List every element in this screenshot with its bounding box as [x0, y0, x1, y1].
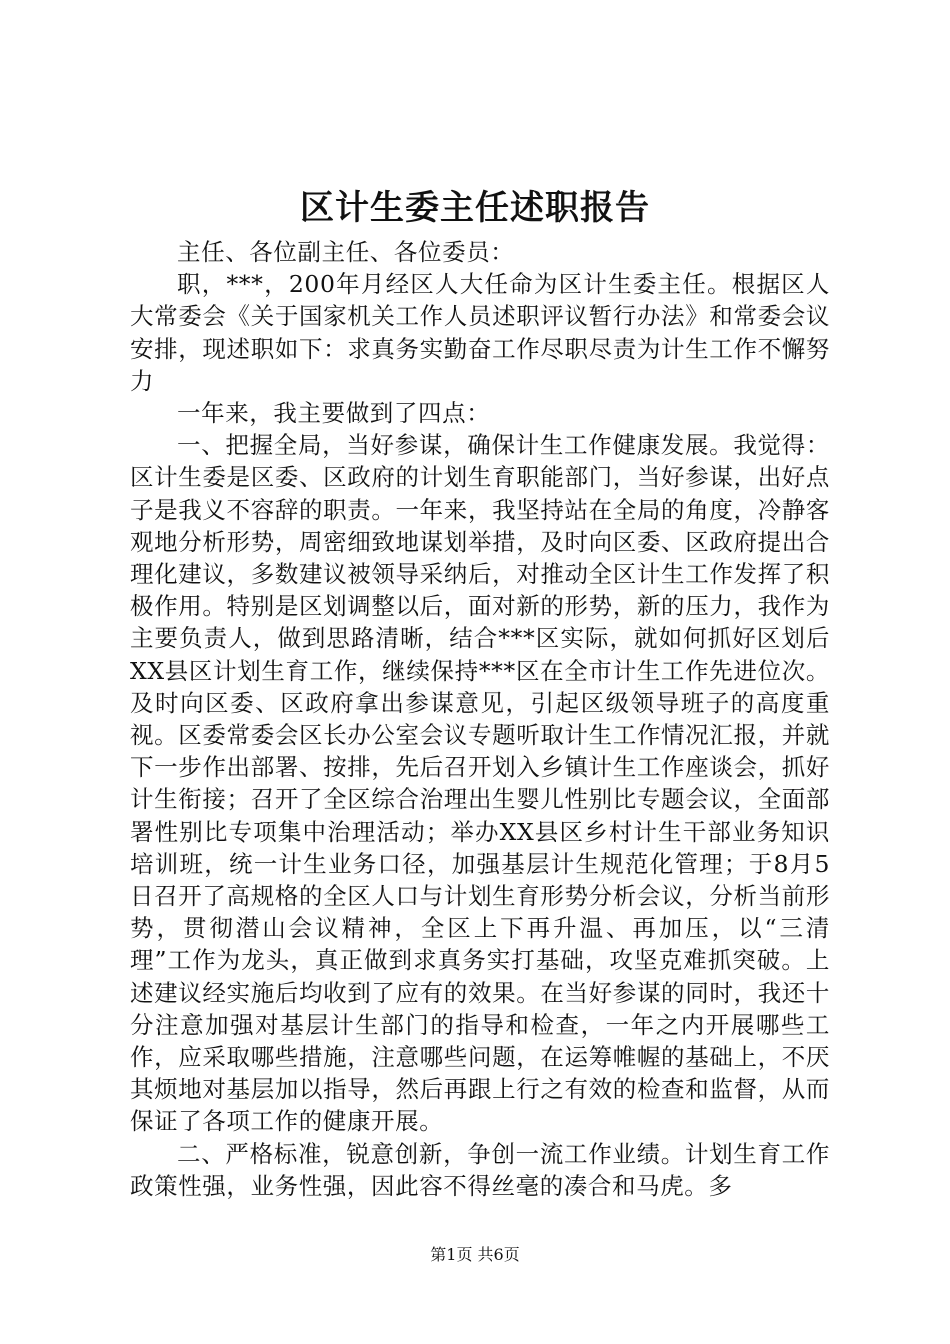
section-one-paragraph: 一、把握全局，当好参谋，确保计生工作健康发展。我觉得：区计生委是区委、区政府的计划生育职能部门，当好参谋，出好点子是我义不容辞的职责。一年来，我坚持站在全局的角度，冷静客观地分析形势，周密细致地谋划举措，及时向区委、区政府提出合理化建议，多数建议被领导采纳后，对推动全区计生工作发挥了积极作用。特别是区划调整以后，面对新的形势，新的压力，我作为主要负责人，做到思路清晰，结合***区实际，就如何抓好区划后XX县区计划生育工作，继续保持***区在全市计生工作先进位次。及时向区委、区政府拿出参谋意见，引起区级领导班子的高度重视。区委常委会区长办公室会议专题听取计生工作情况汇报，并就下一步作出部署、按排，先后召开划入乡镇计生工作座谈会，抓好计生衔接；召开了全区综合治理出生婴儿性别比专题会议，全面部署性别比专项集中治理活动；举办XX县区乡村计生干部业务知识培训班，统一计生业务口径，加强基层计生规范化管理；于8月5日召开了高规格的全区人口与计划生育形势分析会议，分析当前形势，贯彻潜山会议精神，全区上下再升温、再加压，以“三清理”工作为龙头，真正做到求真务实打基础，攻坚克难抓突破。上述建议经实施后均收到了应有的效果。在当好参谋的同时，我还十分注意加强对基层计生部门的指导和检查，一年之内开展哪些工作，应采取哪些措施，注意哪些问题，在运筹帷幄的基础上，不厌其烦地对基层加以指导，然后再跟上行之有效的检查和监督，从而保证了各项工作的健康开展。 [130, 431, 830, 1136]
salutation-paragraph: 主任、各位副主任、各位委员： [177, 238, 515, 266]
document-title: 区计生委主任述职报告 [300, 188, 650, 228]
summary-paragraph: 一年来，我主要做到了四点： [177, 399, 491, 428]
page-number-footer: 第1页 共6页 [430, 1245, 520, 1264]
intro-paragraph: 职，***，200年月经区人大任命为区计生委主任。根据区人大常委会《关于国家机关工作人员述职评议暂行办法》和常委会议安排，现述职如下：求真务实勤奋工作尽职尽责为计生工作不懈努力 [130, 270, 830, 395]
section-two-paragraph: 二、严格标准，锐意创新，争创一流工作业绩。计划生育工作政策性强，业务性强，因此容不得丝毫的凑合和马虎。多 [130, 1139, 830, 1200]
document-body [130, 236, 830, 1202]
